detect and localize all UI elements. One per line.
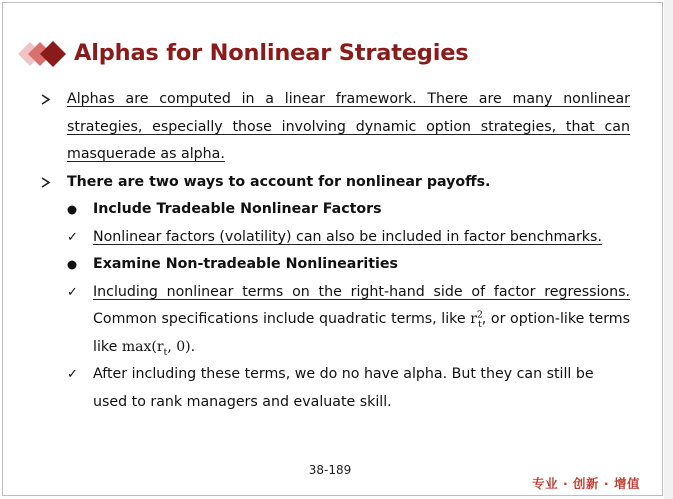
bullet-text: Examine Non-tradeable Nonlinearities xyxy=(93,256,398,272)
text-part: Common specifications include quadratic terms, like xyxy=(93,311,466,327)
dot-icon xyxy=(67,251,83,281)
dot-icon xyxy=(67,196,83,226)
bullet-item xyxy=(40,169,630,197)
diamond-logo-icon xyxy=(14,36,70,72)
sub-bullet-item xyxy=(40,251,630,279)
sub-bullet-item xyxy=(40,279,630,362)
bullet-text: Including nonlinear terms on the right-hand side of factor regressions. Common specifications include quadratic terms, like $r^2_t$, or option-like terms like $\max(r_t$, 0). xyxy=(93,283,631,358)
arrow-icon xyxy=(40,169,56,199)
slide-header xyxy=(14,36,634,72)
bullet-text: Include Tradeable Nonlinear Factors xyxy=(93,201,382,217)
footer-tagline: 专业 · 创新 · 增值 xyxy=(532,476,640,491)
slide-title: Alphas for Nonlinear Strategies xyxy=(74,40,469,66)
check-icon: ✓ xyxy=(67,367,78,382)
text-part: , or option-like terms like xyxy=(93,311,631,355)
bullet-text: There are two ways to account for nonlinear payoffs. xyxy=(67,173,491,190)
bullet-list xyxy=(40,86,630,416)
arrow-icon xyxy=(40,86,56,116)
page-number: 38-189 xyxy=(308,463,352,477)
math-r-squared: $r^2_t$ xyxy=(470,309,483,330)
check-icon: ✓ xyxy=(67,284,78,300)
window-edge xyxy=(664,0,673,499)
bullet-text: Alphas are computed in a linear framework. There are many nonlinear strategies, especially those involving dynamic option strategies, that can masquerade as alpha. xyxy=(67,91,630,162)
sub-bullet-item xyxy=(40,196,630,224)
bullet-text: Nonlinear factors (volatility) can also be included in factor benchmarks. xyxy=(93,228,602,245)
underlined-sentence: Including nonlinear terms on the right-hand side of factor regressions. xyxy=(93,283,630,300)
bullet-item xyxy=(40,86,630,169)
sub-bullet-item xyxy=(40,361,630,416)
bullet-text: After including these terms, we do no have alpha. But they can still be used to rank managers and evaluate skill. xyxy=(93,366,594,410)
check-icon: ✓ xyxy=(67,229,78,245)
sub-bullet-item xyxy=(40,224,630,252)
math-max: $\max(r_t$, 0) xyxy=(121,338,191,358)
